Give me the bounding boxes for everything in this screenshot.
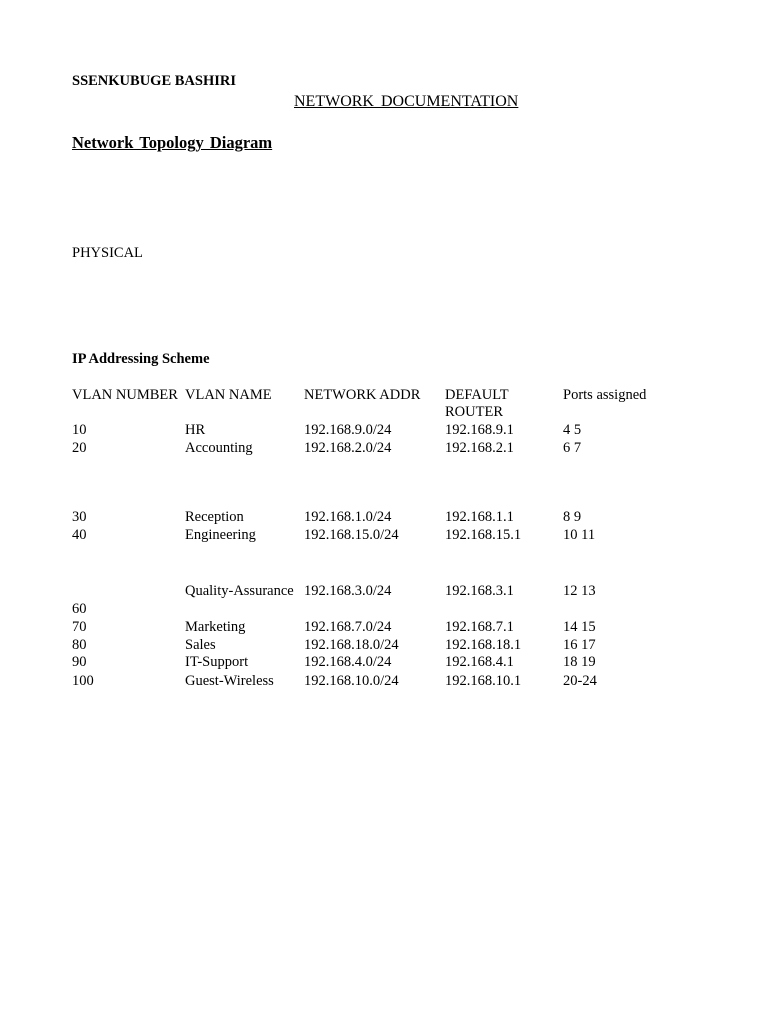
cell-router: 192.168.18.1 <box>445 637 522 653</box>
cell-ports: 12 13 <box>563 583 596 599</box>
topology-heading: Network Topology Diagram <box>72 133 273 152</box>
cell-name: Accounting <box>185 440 253 456</box>
header-default: DEFAULT <box>445 387 509 403</box>
header-network-addr: NETWORK ADDR <box>304 387 421 403</box>
cell-vlan: 20 <box>72 440 87 456</box>
cell-ports: 8 9 <box>563 509 582 525</box>
cell-network: 192.168.18.0/24 <box>304 637 399 653</box>
cell-network: 192.168.9.0/24 <box>304 422 392 438</box>
cell-vlan: 70 <box>72 619 87 635</box>
cell-ports: 14 15 <box>563 619 596 635</box>
cell-network: 192.168.3.0/24 <box>304 583 392 599</box>
cell-ports: 18 19 <box>563 654 596 670</box>
cell-network: 192.168.2.0/24 <box>304 440 392 456</box>
cell-router: 192.168.10.1 <box>445 673 522 689</box>
cell-network: 192.168.10.0/24 <box>304 673 399 689</box>
cell-vlan: 10 <box>72 422 87 438</box>
cell-network: 192.168.7.0/24 <box>304 619 392 635</box>
ip-addressing-heading: IP Addressing Scheme <box>72 351 210 367</box>
cell-router: 192.168.9.1 <box>445 422 514 438</box>
cell-vlan: 100 <box>72 673 94 689</box>
cell-vlan: 40 <box>72 527 87 543</box>
author-name: SSENKUBUGE BASHIRI <box>72 73 236 89</box>
header-vlan-number: VLAN NUMBER <box>72 387 178 403</box>
cell-ports: 6 7 <box>563 440 582 456</box>
cell-ports: 10 11 <box>563 527 596 543</box>
cell-router: 192.168.7.1 <box>445 619 514 635</box>
cell-router: 192.168.4.1 <box>445 654 514 670</box>
cell-router: 192.168.1.1 <box>445 509 514 525</box>
cell-name: Quality-Assurance <box>185 583 294 599</box>
document-title: NETWORK DOCUMENTATION <box>294 93 519 110</box>
cell-network: 192.168.1.0/24 <box>304 509 392 525</box>
cell-router: 192.168.15.1 <box>445 527 522 543</box>
header-vlan-name: VLAN NAME <box>185 387 272 403</box>
cell-vlan: 60 <box>72 601 87 617</box>
cell-network: 192.168.4.0/24 <box>304 654 392 670</box>
cell-name: IT-Support <box>185 654 249 670</box>
cell-name: Reception <box>185 509 244 525</box>
cell-name: HR <box>185 422 206 438</box>
cell-ports: 20-24 <box>563 673 597 689</box>
cell-name: Engineering <box>185 527 256 543</box>
header-router: ROUTER <box>445 404 503 420</box>
cell-network: 192.168.15.0/24 <box>304 527 399 543</box>
cell-vlan: 80 <box>72 637 87 653</box>
cell-router: 192.168.3.1 <box>445 583 514 599</box>
cell-router: 192.168.2.1 <box>445 440 514 456</box>
cell-name: Marketing <box>185 619 246 635</box>
header-ports-assigned: Ports assigned <box>563 387 647 403</box>
cell-ports: 4 5 <box>563 422 582 438</box>
cell-vlan: 30 <box>72 509 87 525</box>
physical-label: PHYSICAL <box>72 245 143 261</box>
cell-name: Sales <box>185 637 216 653</box>
cell-vlan: 90 <box>72 654 87 670</box>
cell-name: Guest-Wireless <box>185 673 274 689</box>
cell-ports: 16 17 <box>563 637 596 653</box>
